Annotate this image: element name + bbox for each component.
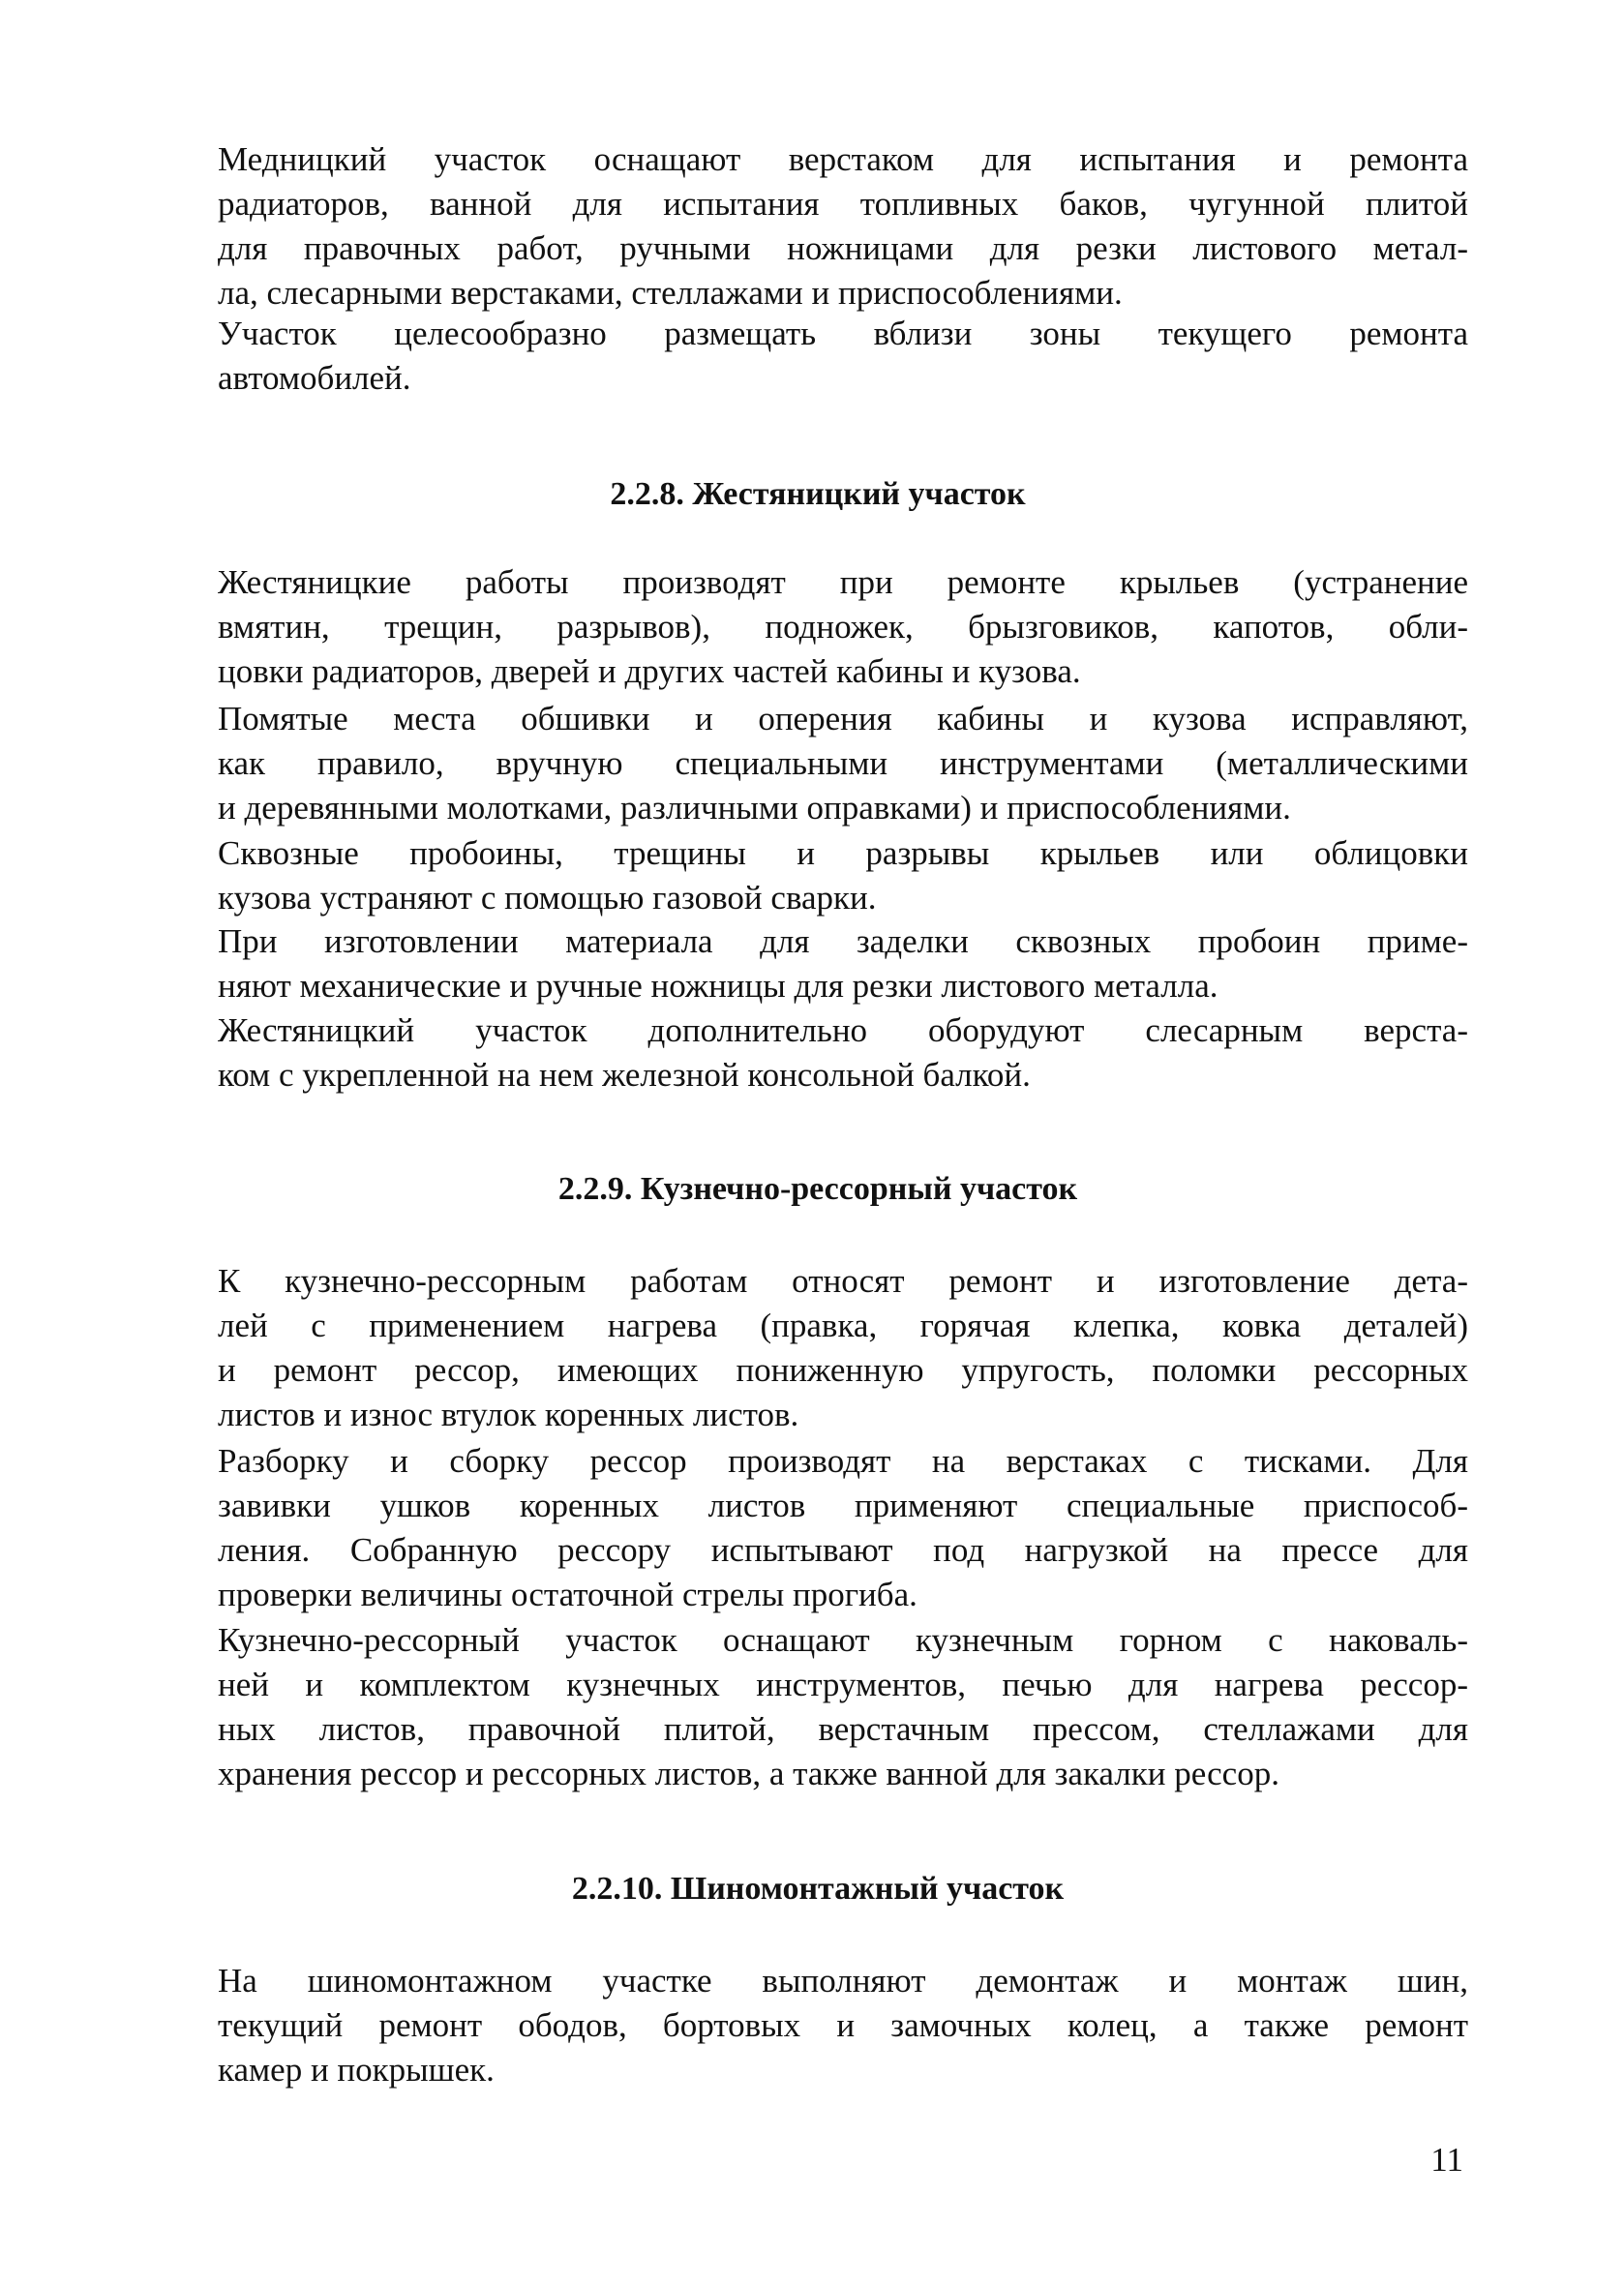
- section-heading: 2.2.9. Кузнечно-рессорный участок: [557, 1171, 1078, 1207]
- text-line: При изготовлении материала для заделки сквозных пробоин приме-: [218, 922, 1468, 960]
- paragraph: [218, 697, 1468, 830]
- paragraph: [218, 312, 1468, 401]
- paragraph: [218, 560, 1468, 694]
- text-line: няют механические и ручные ножницы для резки листового металла.: [218, 967, 1218, 1005]
- text-line: для правочных работ, ручными ножницами для резки листового метал-: [218, 229, 1468, 267]
- paragraph: [218, 1618, 1468, 1796]
- text-line: текущий ремонт ободов, бортовых и замочных колец, а также ремонт: [218, 2006, 1468, 2044]
- text-line: Помятые места обшивки и оперения кабины и кузова исправляют,: [218, 700, 1468, 737]
- paragraph: [218, 831, 1468, 920]
- text-line: хранения рессор и рессорных листов, а также ванной для закалки рессор.: [218, 1755, 1279, 1792]
- paragraph: [218, 1439, 1468, 1617]
- text-line: камер и покрышек.: [218, 2051, 495, 2089]
- text-line: ней и комплектом кузнечных инструментов, печью для нагрева рессор-: [218, 1666, 1468, 1703]
- text-line: Сквозные пробоины, трещины и разрывы крыльев или облицовки: [218, 834, 1468, 872]
- text-line: проверки величины остаточной стрелы прогиба.: [218, 1576, 917, 1613]
- page-number: 11: [1430, 2141, 1463, 2179]
- text-line: ных листов, правочной плитой, верстачным прессом, стеллажами для: [218, 1710, 1468, 1748]
- text-line: листов и износ втулок коренных листов.: [218, 1396, 799, 1433]
- text-line: Кузнечно-рессорный участок оснащают кузнечным горном с наковаль-: [218, 1621, 1468, 1659]
- text-line: К кузнечно-рессорным работам относят ремонт и изготовление дета-: [218, 1262, 1468, 1300]
- text-line: Жестяницкие работы производят при ремонте крыльев (устранение: [218, 563, 1468, 601]
- text-line: Участок целесообразно размещать вблизи зоны текущего ремонта: [218, 315, 1468, 352]
- text-line: и деревянными молотками, различными оправками) и приспособлениями.: [218, 789, 1291, 827]
- paragraph: [218, 1259, 1468, 1437]
- text-line: вмятин, трещин, разрывов), подножек, брызговиков, капотов, обли-: [218, 608, 1468, 646]
- text-line: ла, слесарными верстаками, стеллажами и приспособлениями.: [218, 274, 1123, 312]
- paragraph: [218, 1959, 1468, 2092]
- text-line: ком с укрепленной на нем железной консольной балкой.: [218, 1056, 1031, 1094]
- paragraph: [218, 137, 1468, 316]
- text-line: Медницкий участок оснащают верстаком для испытания и ремонта: [218, 140, 1468, 178]
- paragraph: [218, 919, 1468, 1008]
- text-line: и ремонт рессор, имеющих пониженную упругость, поломки рессорных: [218, 1351, 1468, 1389]
- section-heading: 2.2.8. Жестяницкий участок: [610, 476, 1026, 512]
- text-line: Жестяницкий участок дополнительно оборудуют слесарным верста-: [218, 1011, 1468, 1049]
- text-line: Разборку и сборку рессор производят на верстаках с тисками. Для: [218, 1442, 1468, 1480]
- text-line: завивки ушков коренных листов применяют специальные приспособ-: [218, 1487, 1468, 1524]
- text-line: цовки радиаторов, дверей и других частей кабины и кузова.: [218, 652, 1081, 690]
- text-line: радиаторов, ванной для испытания топливных баков, чугунной плитой: [218, 185, 1468, 223]
- section-heading: 2.2.10. Шиномонтажный участок: [571, 1871, 1065, 1907]
- paragraph: [218, 1008, 1468, 1098]
- text-line: ления. Собранную рессору испытывают под нагрузкой на прессе для: [218, 1531, 1468, 1569]
- text-line: как правило, вручную специальными инструментами (металлическими: [218, 744, 1468, 782]
- text-line: лей с применением нагрева (правка, горячая клепка, ковка деталей): [218, 1307, 1468, 1344]
- text-line: На шиномонтажном участке выполняют демонтаж и монтаж шин,: [218, 1962, 1468, 2000]
- text-line: кузова устраняют с помощью газовой сварки.: [218, 879, 877, 917]
- text-line: автомобилей.: [218, 359, 411, 397]
